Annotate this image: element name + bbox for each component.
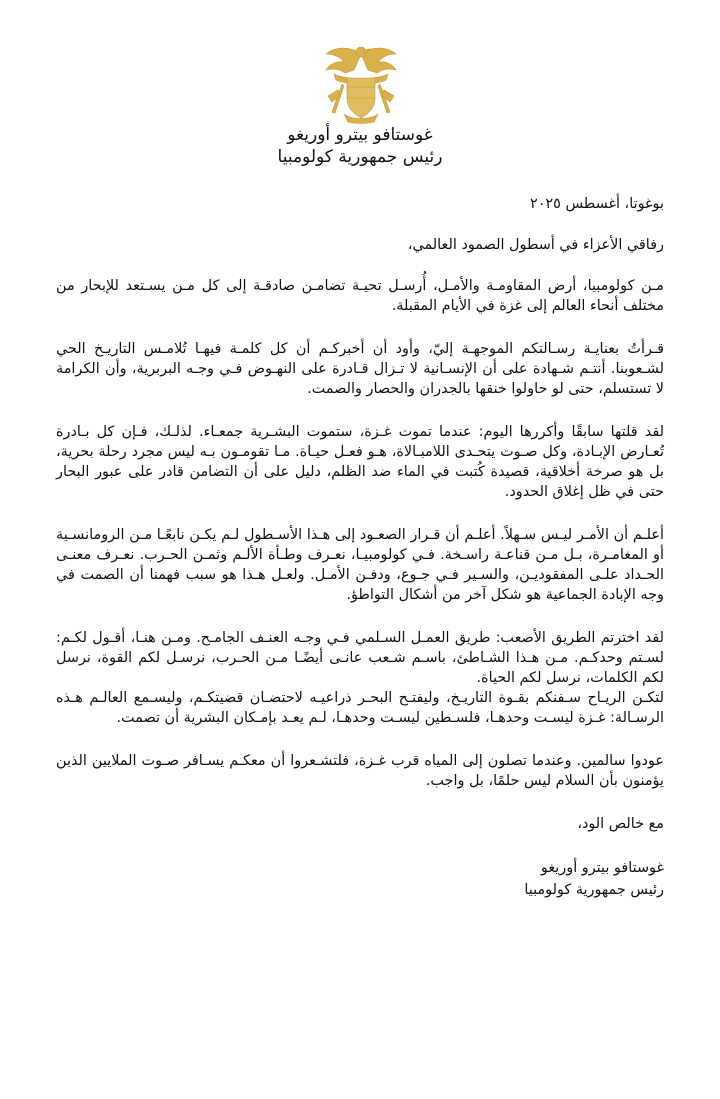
paragraph: قـرأتُ بعنايـة رسـالتكم الموجهـة إليّ، وأود أن أخبركـم أن كل كلمـة فيهـا تُلامـس التاريـخ الحي لشـعوبنا. أنتـم شـهادة على أن الإنسـانية لا تـزال قـادرة على النهـوض فـي وجـه البربرية، وأن الكرامة لا تستسلم، حتى لو حاولوا خنقها بالجدران والحصار والصمت. xyxy=(56,341,664,397)
sender-name: غوستافو بيترو أوريغو xyxy=(287,125,433,145)
greeting: رفاقي الأعزاء في أسطول الصمود العالمي، xyxy=(407,237,664,253)
date-line: بوغوتا، أغسطس ٢٠٢٥ xyxy=(529,196,664,212)
paragraph: عودوا سالمين. وعندما تصلون إلى المياه قرب غـزة، فلتشـعروا أن معكـم يسـافر صـوت الملايين الذين يؤمنون بأن السلام ليس حلمًا، بل واجب. xyxy=(56,753,664,789)
paragraph: لتكـن الريـاح سـفنكم بقـوة التاريـخ، وليفتـح البحـر ذراعيـه لاحتضـان قضيتكـم، وليسـمع العالـم هـذه الرسـالة: غـزة ليسـت وحدهـا، فلسـطين ليسـت وحدهـا، لـم يعـد بإمـكان البشرية أن تصمت. xyxy=(56,690,664,726)
paragraph: أعلـم أن الأمـر ليـس سـهلاً. أعلـم أن قـرار الصعـود إلى هـذا الأسـطول لـم يكـن نابعًـا مـن الرومانسـية أو المغامـرة، بـل مـن قناعـة راسـخة. فـي كولومبيـا، نعـرف وطـأة الألـم وثمـن الحـرب. نعـرف معنـى الحـداد علـى المفقوديـن، والسـير فـي جـوع، ودفـن الأمـل. ولعـل هـذا هو سبب فهمنا أن الصمت في وجه الإبادة الجماعية هو شكل آخر من أشكال التواطؤ. xyxy=(56,527,664,603)
colombia-coat-of-arms-icon xyxy=(320,40,402,124)
signature-name: غوستافو بيترو أوريغو xyxy=(540,860,664,876)
paragraph: مـن كولومبيا، أرض المقاومـة والأمـل، أُرسـل تحيـة تضامـن صادقـة إلى كل مـن يسـتعد للإبحار من مختلف أنحاء العالم إلى غزة في الأيام المقبلة. xyxy=(56,278,664,314)
sender-title: رئيس جمهورية كولومبيا xyxy=(277,147,443,167)
letter-body xyxy=(56,194,664,901)
signature-block xyxy=(56,857,664,901)
closing: مع خالص الود، xyxy=(577,816,664,832)
paragraph: لقد قلتها سابقًا وأكررها اليوم: عندما تموت غـزة، ستموت البشـرية جمعـاء. لذلـك، فـإن كل بـادرة تُعـارض الإبـادة، وكل صـوت يتحـدى اللامبـالاة، هـو فعـل حيـاة. مـا تقومـون بـه ليس مجرد رحلة بحرية، بل هو صرخة أخلاقية، قصيدة كُتبت في الماء ضد الظلم، دليل على أن التضامن قادر على عبور البحار حتى في ظل إغلاق الحدود. xyxy=(56,424,664,500)
paragraph: لقد اخترتم الطريق الأصعب: طريق العمـل السـلمي فـي وجـه العنـف الجامـح. ومـن هنـا، أقـول لكـم: لسـتم وحدكـم. مـن هـذا الشـاطئ، باسـم شـعب عانـى أيضًـا مـن الحـرب، نرسـل لكم القوة، نرسل لكم الكلمات، نرسل لكم الحياة. xyxy=(56,630,664,686)
signature-title: رئيس جمهورية كولومبيا xyxy=(524,882,664,898)
letterhead xyxy=(0,124,720,168)
